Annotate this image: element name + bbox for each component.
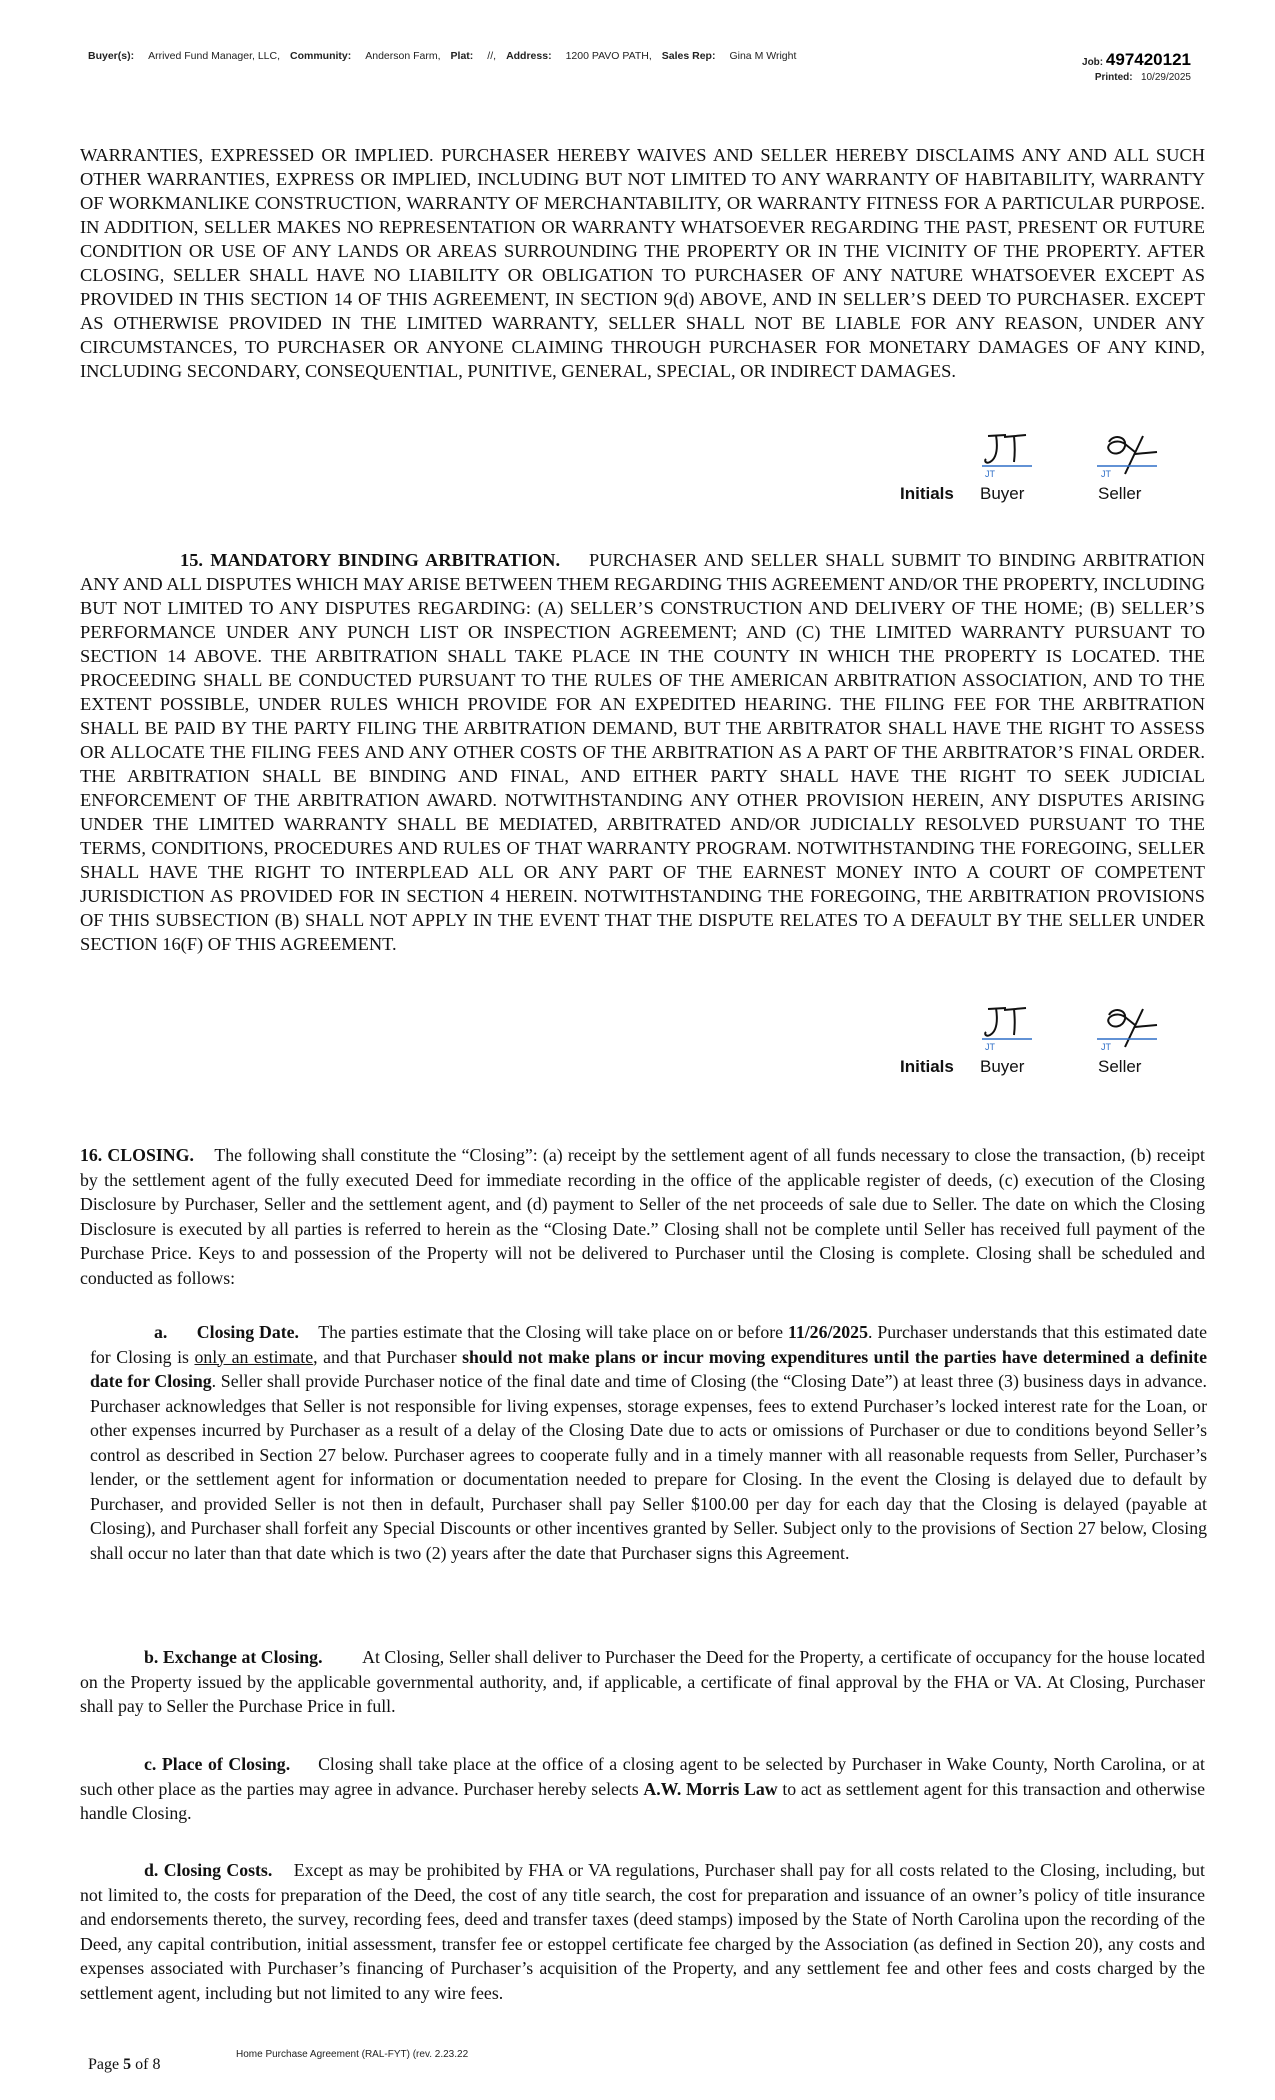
section-16a-bold-warning: should not make plans or incur moving expenditures until the parties have determined a definite date for Closing <box>90 1346 1207 1391</box>
section-16a-text-3: , and that Purchaser <box>313 1346 457 1367</box>
seller-caption: Seller <box>1098 1057 1142 1076</box>
section-16a-text-4: . Seller shall provide Purchaser notice of the final date and time of Closing (the “Closing Date”) at least three (3) business days in advance. Purchaser acknowledges that Seller is not responsible for living expenses, storage expenses, fees to extend Purchaser’s locked interest rate for the Loan, or other expenses incurred by Purchaser as a result of a delay of the Closing Date due to acts or omissions of Purchaser or due to conditions beyond Seller’s control as described in Section 27 below. Purchaser agrees to cooperate fully and in a timely manner with all reasonable requests from Seller, Purchaser’s lender, or the settlement agent for information or documentation needed to prepare for Closing. In the event the Closing is delayed due to default by Purchaser, and provided Seller is not then in default, Purchaser shall pay Seller $100.00 per day for each day that the Closing is delayed (payable at Closing), and Purchaser shall forfeit any Special Discounts or other incentives granted by Seller. Subject only to the provisions of Section 27 below, Closing shall occur no later than that date which is two (2) years after the date that Purchaser signs this Agreement. <box>90 1371 1207 1563</box>
job-block <box>1011 50 1191 83</box>
section-14-tail: WARRANTIES, EXPRESSED OR IMPLIED. PURCHASER HEREBY WAIVES AND SELLER HEREBY DISCLAIMS ANY AND ALL SUCH OTHER WARRANTIES, EXPRESS OR IMPLIED, INCLUDING BUT NOT LIMITED TO ANY WARRANTY OF HABITABILITY, WARRANTY OF WORKMANLIKE CONSTRUCTION, WARRANTY OF MERCHANTABILITY, OR WARRANTY FITNESS FOR A PARTICULAR PURPOSE. IN ADDITION, SELLER MAKES NO REPRESENTATION OR WARRANTY WHATSOEVER REGARDING THE PAST, PRESENT OR FUTURE CONDITION OR USE OF ANY LANDS OR AREAS SURROUNDING THE PROPERTY OR IN THE VICINITY OF THE PROPERTY. AFTER CLOSING, SELLER SHALL HAVE NO LIABILITY OR OBLIGATION TO PURCHASER OF ANY NATURE WHATSOEVER EXCEPT AS PROVIDED IN THIS SECTION 14 OF THIS AGREEMENT, IN SECTION 9(d) ABOVE, AND IN SELLER’S DEED TO PURCHASER. EXCEPT AS OTHERWISE PROVIDED IN THE LIMITED WARRANTY, SELLER SHALL NOT BE LIABLE FOR ANY REASON, UNDER ANY CIRCUMSTANCES, TO PURCHASER OR ANYONE CLAIMING THROUGH PURCHASER FOR MONETARY DAMAGES OF ANY KIND, INCLUDING SECONDARY, CONSEQUENTIAL, PUNITIVE, GENERAL, SPECIAL, OR INDIRECT DAMAGES. <box>80 145 1205 381</box>
buyer-caption: Buyer <box>980 1057 1025 1076</box>
section-16-heading: 16. CLOSING. <box>80 1145 194 1165</box>
printed-date: 10/29/2025 <box>1140 72 1191 83</box>
section-16c-title: c. Place of Closing. <box>144 1754 291 1774</box>
community-label: Community: <box>290 50 352 62</box>
section-16c-text-2: to act as settlement agent for this transaction and otherwise handle Closing. <box>80 1778 1205 1823</box>
initials-label: Initials <box>900 484 954 503</box>
section-16c-text-1: Closing shall take place at the office of a closing agent to be selected by Purchaser in Wake County, North Carolina, or at such other place as the parties may agree in advance. Purchaser hereby selects <box>80 1754 1205 1799</box>
initials-block-2 <box>900 1005 1160 1085</box>
seller-initials-tag: JT <box>1101 1042 1111 1052</box>
form-name: Home Purchase Agreement (RAL-FYT) (rev. 2.23.22 <box>236 2049 469 2060</box>
sales-rep-label: Sales Rep: <box>661 50 716 62</box>
printed-label: Printed: <box>1094 72 1133 83</box>
plat-value: //, <box>487 50 497 62</box>
page-current: 5 <box>123 2056 132 2073</box>
initials-block-1 <box>900 432 1160 512</box>
section-15-body: PURCHASER AND SELLER SHALL SUBMIT TO BINDING ARBITRATION ANY AND ALL DISPUTES WHICH MAY ARISE BETWEEN THEM REGARDING THIS AGREEMENT AND/OR THE PROPERTY, INCLUDING BUT NOT LIMITED TO ANY DISPUTES REGARDING: (A) SELLER’S CONSTRUCTION AND DELIVERY OF THE HOME; (B) SELLER’S PERFORMANCE UNDER ANY PUNCH LIST OR INSPECTION AGREEMENT; AND (C) THE LIMITED WARRANTY PURSUANT TO SECTION 14 ABOVE. THE ARBITRATION SHALL TAKE PLACE IN THE COUNTY IN WHICH THE PROPERTY IS LOCATED. THE PROCEEDING SHALL BE CONDUCTED PURSUANT TO THE RULES OF THE AMERICAN ARBITRATION ASSOCIATION, AND TO THE EXTENT POSSIBLE, UNDER RULES WHICH PROVIDE FOR AN EXPEDITED HEARING. THE FILING FEE FOR THE ARBITRATION SHALL BE PAID BY THE PARTY FILING THE ARBITRATION DEMAND, BUT THE ARBITRATOR SHALL HAVE THE RIGHT TO ASSESS OR ALLOCATE THE FILING FEES AND ANY OTHER COSTS OF THE ARBITRATION AS A PART OF THE ARBITRATOR’S FINAL ORDER. THE ARBITRATION SHALL BE BINDING AND FINAL, AND EITHER PARTY SHALL HAVE THE RIGHT TO SEEK JUDICIAL ENFORCEMENT OF THE ARBITRATION AWARD. NOTWITHSTANDING ANY OTHER PROVISION HEREIN, ANY DISPUTES ARISING UNDER THE LIMITED WARRANTY SHALL BE MEDIATED, ARBITRATED AND/OR JUDICIALLY RESOLVED PURSUANT TO THE TERMS, CONDITIONS, PROCEDURES AND RULES OF THAT WARRANTY PROGRAM. NOTWITHSTANDING THE FOREGOING, SELLER SHALL HAVE THE RIGHT TO INTERPLEAD ALL OR ANY PART OF THE EARNEST MONEY INTO A COURT OF COMPETENT JURISDICTION AS PROVIDED FOR IN SECTION 4 HEREIN. NOTWITHSTANDING THE FOREGOING, THE ARBITRATION PROVISIONS OF THIS SUBSECTION (B) SHALL NOT APPLY IN THE EVENT THAT THE DISPUTE RELATES TO A DEFAULT BY THE SELLER UNDER SECTION 16(F) OF THIS AGREEMENT. <box>80 550 1206 954</box>
buyer-label: Buyer(s): <box>88 50 135 62</box>
initials-label: Initials <box>900 1057 954 1076</box>
buyer-caption: Buyer <box>980 484 1025 503</box>
header-info <box>88 50 806 62</box>
section-16c <box>80 1752 1205 1826</box>
address-label: Address: <box>506 50 552 62</box>
section-16a <box>90 1320 1207 1565</box>
buyer-initials-signature <box>980 432 1040 480</box>
job-number: 497420121 <box>1105 50 1191 69</box>
page-total: of 8 <box>135 2056 161 2073</box>
section-16d-title: d. Closing Costs. <box>144 1860 273 1880</box>
seller-caption: Seller <box>1098 484 1142 503</box>
plat-label: Plat: <box>450 50 474 62</box>
section-16d-body: Except as may be prohibited by FHA or VA regulations, Purchaser shall pay for all costs related to the Closing, including, but not limited to, the costs for preparation of the Deed, the cost of any title search, the cost for preparation and issuance of an owner’s policy of title insurance and endorsements thereto, the survey, recording fees, deed and transfer taxes (deed stamps) imposed by the State of North Carolina upon the recording of the Deed, any capital contribution, initial assessment, transfer fee or estoppel certificate fee charged by the Association (as defined in Section 20), any costs and expenses associated with Purchaser’s financing of Purchaser’s acquisition of the Property, and any settlement fee and other fees and costs charged by the settlement agent, including but not limited to any wire fees. <box>80 1860 1205 2003</box>
section-16d <box>80 1858 1205 2005</box>
community-value: Anderson Farm, <box>365 50 441 62</box>
section-16a-title: Closing Date. <box>196 1322 299 1342</box>
section-16b-body: At Closing, Seller shall deliver to Purchaser the Deed for the Property, a certificate of occupancy for the house located on the Property issued by the applicable governmental authority, and, if applicable, a certificate of final approval by the FHA or VA. At Closing, Purchaser shall pay to Seller the Purchase Price in full. <box>80 1647 1205 1716</box>
buyer-initials-tag: JT <box>985 1042 995 1052</box>
buyer-value: Arrived Fund Manager, LLC, <box>148 50 280 62</box>
section-15 <box>80 548 1205 956</box>
settlement-agent-name: A.W. Morris Law <box>643 1778 778 1799</box>
section-16 <box>80 1143 1205 1290</box>
seller-initials-signature <box>1095 432 1165 480</box>
section-16-body: The following shall constitute the “Closing”: (a) receipt by the settlement agent of all funds necessary to close the transaction, (b) receipt by the settlement agent of the fully executed Deed for immediate recording in the office of the applicable register of deeds, (c) execution of the Closing Disclosure by Purchaser, Seller and the settlement agent, and (d) payment to Seller of the net proceeds of sale due to Seller. The date on which the Closing Disclosure is executed by all parties is referred to herein as the “Closing Date.” Closing shall not be complete until Seller has received full payment of the Purchase Price. Keys to and possession of the Property will not be delivered to Purchaser until the Closing is complete. Closing shall be scheduled and conducted as follows: <box>80 1145 1205 1288</box>
estimated-closing-date: 11/26/2025 <box>787 1322 868 1342</box>
address-value: 1200 PAVO PATH, <box>565 50 652 62</box>
seller-initials-tag: JT <box>1101 469 1111 479</box>
job-label: Job: <box>1082 57 1104 68</box>
section-16a-label: a. <box>154 1322 168 1342</box>
section-15-heading: 15. MANDATORY BINDING ARBITRATION. <box>180 550 561 570</box>
section-16b <box>80 1645 1205 1719</box>
section-16a-text-1: The parties estimate that the Closing will take place on or before <box>318 1322 784 1342</box>
section-16b-title: b. Exchange at Closing. <box>144 1647 323 1667</box>
seller-initials-signature <box>1095 1005 1165 1053</box>
page-prefix: Page <box>88 2056 120 2073</box>
buyer-initials-tag: JT <box>985 469 995 479</box>
sales-rep-value: Gina M Wright <box>729 50 797 62</box>
buyer-initials-signature <box>980 1005 1040 1053</box>
estimate-underlined: only an estimate <box>194 1346 314 1367</box>
section-16a-text-2: . Purchaser understands that this estimated date for Closing is <box>90 1322 1207 1367</box>
page-number <box>88 2056 160 2074</box>
